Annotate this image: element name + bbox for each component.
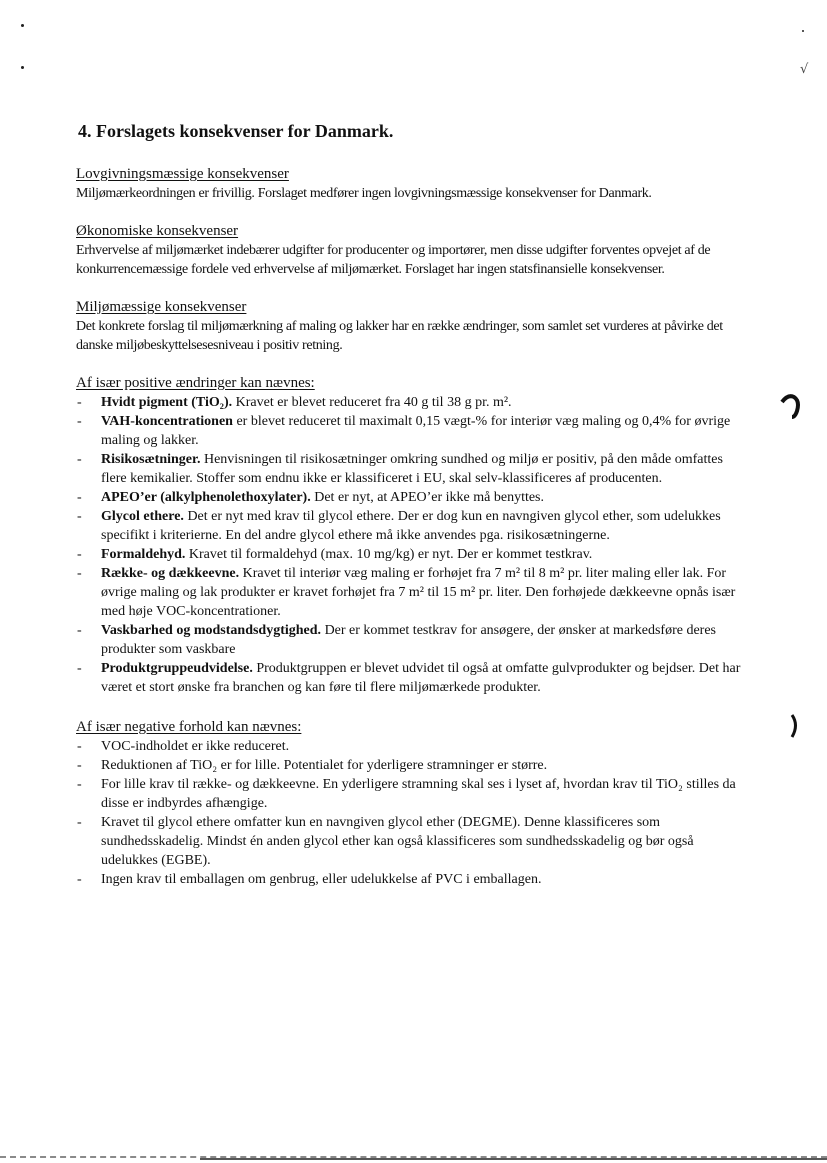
positive-changes (76, 374, 748, 697)
item-text: Det er nyt, at APEO’er ikke må benyttes. (310, 490, 545, 505)
list-item (76, 621, 748, 659)
item-text: Kravet til formaldehyd (max. 10 mg/kg) er nyt. Der er kommet testkrav. (185, 547, 593, 562)
list-heading: Af især positive ændringer kan nævnes: (76, 375, 315, 391)
item-term: VAH-koncentrationen (101, 414, 233, 429)
list-item (76, 545, 748, 564)
section-heading: Lovgivningsmæssige konsekvenser (76, 166, 289, 182)
scan-edge-rule (200, 1158, 827, 1160)
section-environmental (76, 298, 748, 355)
item-term: Produktgruppeudvidelse. (101, 661, 253, 676)
margin-bracket-lower (788, 713, 802, 739)
list-item (76, 450, 748, 488)
scan-speck (21, 24, 24, 27)
item-term: Glycol ethere. (101, 509, 184, 524)
item-text: Det er nyt med krav til glycol ethere. Der er dog kun en navngiven glycol ether, som udelukkes specifikt i kriterierne. En del andre glycol ethere må ikke anvendes pga. risikosætningerne. (101, 509, 721, 543)
list-item (76, 393, 748, 412)
item-term: Risikosætninger. (101, 452, 201, 467)
negative-conditions (76, 718, 748, 889)
list-item: - Reduktionen af TiO₂ er for lille. Potentialet for yderligere stramninger er større. (76, 756, 748, 775)
list-item (76, 659, 748, 697)
item-term: Hvidt pigment (TiO₂). (101, 395, 233, 410)
item-term: Formaldehyd. (101, 547, 186, 562)
list-heading: Af især negative forhold kan nævnes: (76, 719, 302, 735)
negative-list (76, 737, 748, 889)
section-text: Miljømærkeordningen er frivillig. Forslaget medfører ingen lovgivningsmæssige konsekvenser for Danmark. (76, 186, 652, 201)
item-term: Række- og dækkeevne. (101, 566, 240, 581)
item-text: Der er kommet testkrav for ansøgere, der ønsker at markedsføre deres produkter som vaskbare (101, 623, 717, 657)
section-text: Erhvervelse af miljømærket indebærer udgifter for producenter og importører, men disse udgifter forventes opvejet af de konkurrencemæssige fordele ved erhvervelse af miljømærket. Forslaget har ingen statsfinansielle konsekvenser. (76, 243, 711, 277)
list-item (76, 507, 748, 545)
item-text: er blevet reduceret til maximalt 0,15 vægt-% for interiør væg maling og 0,4% for øvrige maling og lakker. (101, 414, 731, 448)
item-text: Henvisningen til risikosætninger omkring sundhed og miljø er positiv, på den måde omfattes flere kemikalier. Stoffer som endnu ikke er klassificeret i EU, skal selv-klassificeres af producenten. (101, 452, 723, 486)
list-item (76, 412, 748, 450)
scan-speck (21, 66, 24, 69)
list-item (76, 488, 748, 507)
section-heading: Økonomiske konsekvenser (76, 223, 239, 239)
section-heading: Miljømæssige konsekvenser (76, 299, 247, 315)
list-item (76, 564, 748, 621)
positive-list (76, 393, 748, 697)
item-text: Kravet er blevet reduceret fra 40 g til 38 g pr. m². (232, 395, 512, 410)
item-term: APEO’er (alkylphenolethoxylater). (101, 490, 311, 505)
scan-speck (802, 30, 804, 32)
check-mark: √ (800, 62, 809, 77)
margin-bracket-upper (778, 393, 802, 419)
page-title: 4. Forslagets konsekvenser for Danmark. (78, 121, 394, 141)
list-item: - For lille krav til række- og dækkeevne. En yderligere stramning skal ses i lyset af, hvordan krav til TiO₂ stilles da disse er indbyrdes afhængige. (76, 775, 748, 813)
section-legal (76, 165, 748, 203)
list-item: - Ingen krav til emballagen om genbrug, eller udelukkelse af PVC i emballagen. (76, 870, 748, 889)
section-economic (76, 222, 748, 279)
list-item: - Kravet til glycol ethere omfatter kun en navngiven glycol ether (DEGME). Denne klassificeres som sundhedsskadelig. Mindst én anden glycol ether kan også klassificeres som sundhedsskadelig og bør også udelukkes (EGBE). (76, 813, 748, 870)
item-term: Vaskbarhed og modstandsdygtighed. (101, 623, 322, 638)
document-page (76, 118, 748, 889)
section-text: Det konkrete forslag til miljømærkning af maling og lakker har en række ændringer, som samlet set vurderes at påvirke det danske miljøbeskyttelsesesniveau i positiv retning. (76, 319, 723, 353)
item-text: Kravet til interiør væg maling er forhøjet fra 7 m² til 8 m² pr. liter maling eller lak. For øvrige maling og lak produkter er kravet forhøjet fra 7 m² til 15 m² pr. liter. Den forhøjede dækkeevne opnås især med høje VOC-koncentrationer. (101, 566, 736, 619)
list-item: - VOC-indholdet er ikke reduceret. (76, 737, 748, 756)
item-text: Produktgruppen er blevet udvidet til også at omfatte gulvprodukter og bejdser. Det har været et stort ønske fra branchen og kan føre til flere miljømærkede produkter. (101, 661, 741, 695)
